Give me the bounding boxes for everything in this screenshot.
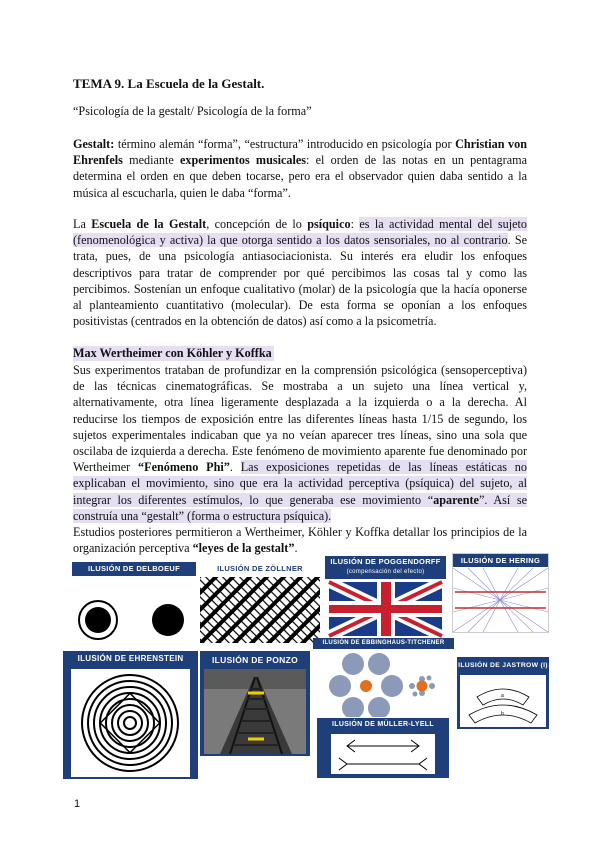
illusion-ehrenstein-title: ILUSIÓN DE EHRENSTEIN [63,651,198,669]
document-subtitle: “Psicología de la gestalt/ Psicología de la forma” [73,104,312,118]
term-gestalt-laws: “leyes de la gestalt” [192,541,295,556]
paragraph-gestalt-school: La Escuela de la Gestalt, concepción de lo psíquico: es la actividad mental del sujeto (fenomenológica y activa) la que otorga sentido a los datos sensoriales, no al contrario. Se trata, pues, de una psicología antiasociacionista. Su interés era eludir los enfoques descriptivos para tratar de comprender por qué percibimos las cosas tal y como las percibimos. Sostenían un enfoque cualitativo (molar) de la psicología que la hacía oponerse al planteamiento cuantitativo (molecular). De esta forma se oponían a los enfoques positivistas (centrados en la obtención de datos) así como a la psicometría. [73,217,528,329]
zollner-lines-image [198,575,322,645]
term-phi-phenomenon: “Fenómeno Phi” [138,460,230,475]
jastrow-label-a: a [501,693,504,699]
illusion-jastrow-title: ILUSIÓN DE JASTROW (I) [457,657,549,675]
illusion-delboeuf-title: ILUSIÓN DE DELBOEUF [72,562,196,576]
section-heading-wertheimer: Max Wertheimer con Köhler y Koffka [73,346,272,360]
ebbinghaus-circles-image [313,649,454,717]
paragraph-gestalt-definition: Gestalt: término alemán “forma”, “estructura” introducido en psicología por Christian von Ehrenfels mediante experimentos musicales: el orden de las notas en un pentagrama determina el orden en que deben tocarse, pero era el observador quien daba sentido a la música al escucharla, quien le daba “forma”. [73,137,528,200]
term-gestalt-school: Escuela de la Gestalt [91,217,207,231]
muller-lyer-arrows-image [317,732,449,778]
illusion-muller-title: ILUSIÓN DE MÜLLER-LYELL [317,718,449,732]
illusion-ehrenstein [63,651,198,779]
illusion-muller-lyer [317,718,449,778]
illusion-ebbinghaus-title: ILUSIÓN DE EBBINGHAUS-TITCHENER [313,638,454,649]
illusion-hering-title: ILUSIÓN DE HERING [453,554,548,567]
jastrow-label-b: b [501,711,504,717]
ponzo-tracks-image [200,669,310,756]
term-psychic: psíquico [307,217,351,231]
illusion-ponzo [200,651,310,756]
illusion-zollner [198,563,322,645]
poggendorff-flag-image [325,580,446,638]
illusion-delboeuf [72,562,196,644]
jastrow-arcs-image [457,675,549,729]
page-number: 1 [74,798,81,810]
illusion-poggendorff [325,556,446,638]
term-gestalt: Gestalt: [73,137,115,151]
highlight-mental-activity: es la actividad mental del sujeto (fenomenológica y activa) la que otorga sentido a los datos sensoriales, no al contrario [73,217,527,248]
ehrenstein-circles-image [63,669,198,779]
illusion-zollner-title: ILUSIÓN DE ZÖLLNER [198,563,322,575]
author-ehrenfels: Christian von Ehrenfels [73,137,527,168]
delboeuf-circles-image [72,576,196,644]
illusion-ebbinghaus [313,638,454,717]
illusion-hering [452,553,549,633]
document-title: TEMA 9. La Escuela de la Gestalt. [73,76,265,91]
highlight-perceptive-activity: Las exposiciones repetidas de las líneas estáticas no explicaban el movimiento, sino que era la actividad perceptiva (psíquica) del sujeto, al integrar los diferentes estímulos, lo que generaba ese movimiento “aparente”. Así se construía una “gestalt” (forma o estructura psíquica). [73,460,527,523]
term-musical-experiments: experimentos musicales [180,153,307,168]
illusion-poggendorff-title: ILUSIÓN DE POGGENDORFF (compensación del efecto) [325,556,446,579]
paragraph-wertheimer: Sus experimentos trataban de profundizar en la comprensión psicológica (sensoperceptiva) de las técnicas cinematográficas. Se mostraba a un sujeto una línea vertical y, alternativamente, otra línea ligeramente desplazada a la izquierda o a la derecha. Al reducirse los tiempos de exposición entre las diferentes líneas hasta 1/15 de segundo, los sujetos experimentales indicaban que ya no veían aparecer tres líneas, sino una sola que oscilaba de izquierda a derecha. Este fenómeno de movimiento aparente fue denominado por Wertheimer “Fenómeno Phi”. Las exposiciones repetidas de las líneas estáticas no explicaban el movimiento, sino que era la actividad perceptiva (psíquica) del sujeto, al integrar los diferentes estímulos, lo que generaba ese movimiento “aparente”. Así se construía una “gestalt” (forma o estructura psíquica). Estudios posteriores permitieron a Wertheimer, Köhler y Koffka detallar los principios de la organización perceptiva “leyes de la gestalt”. [73,363,527,556]
hering-lines-image [453,568,548,632]
illusion-jastrow [457,657,549,729]
illusion-ponzo-title: ILUSIÓN DE PONZO [200,651,310,669]
